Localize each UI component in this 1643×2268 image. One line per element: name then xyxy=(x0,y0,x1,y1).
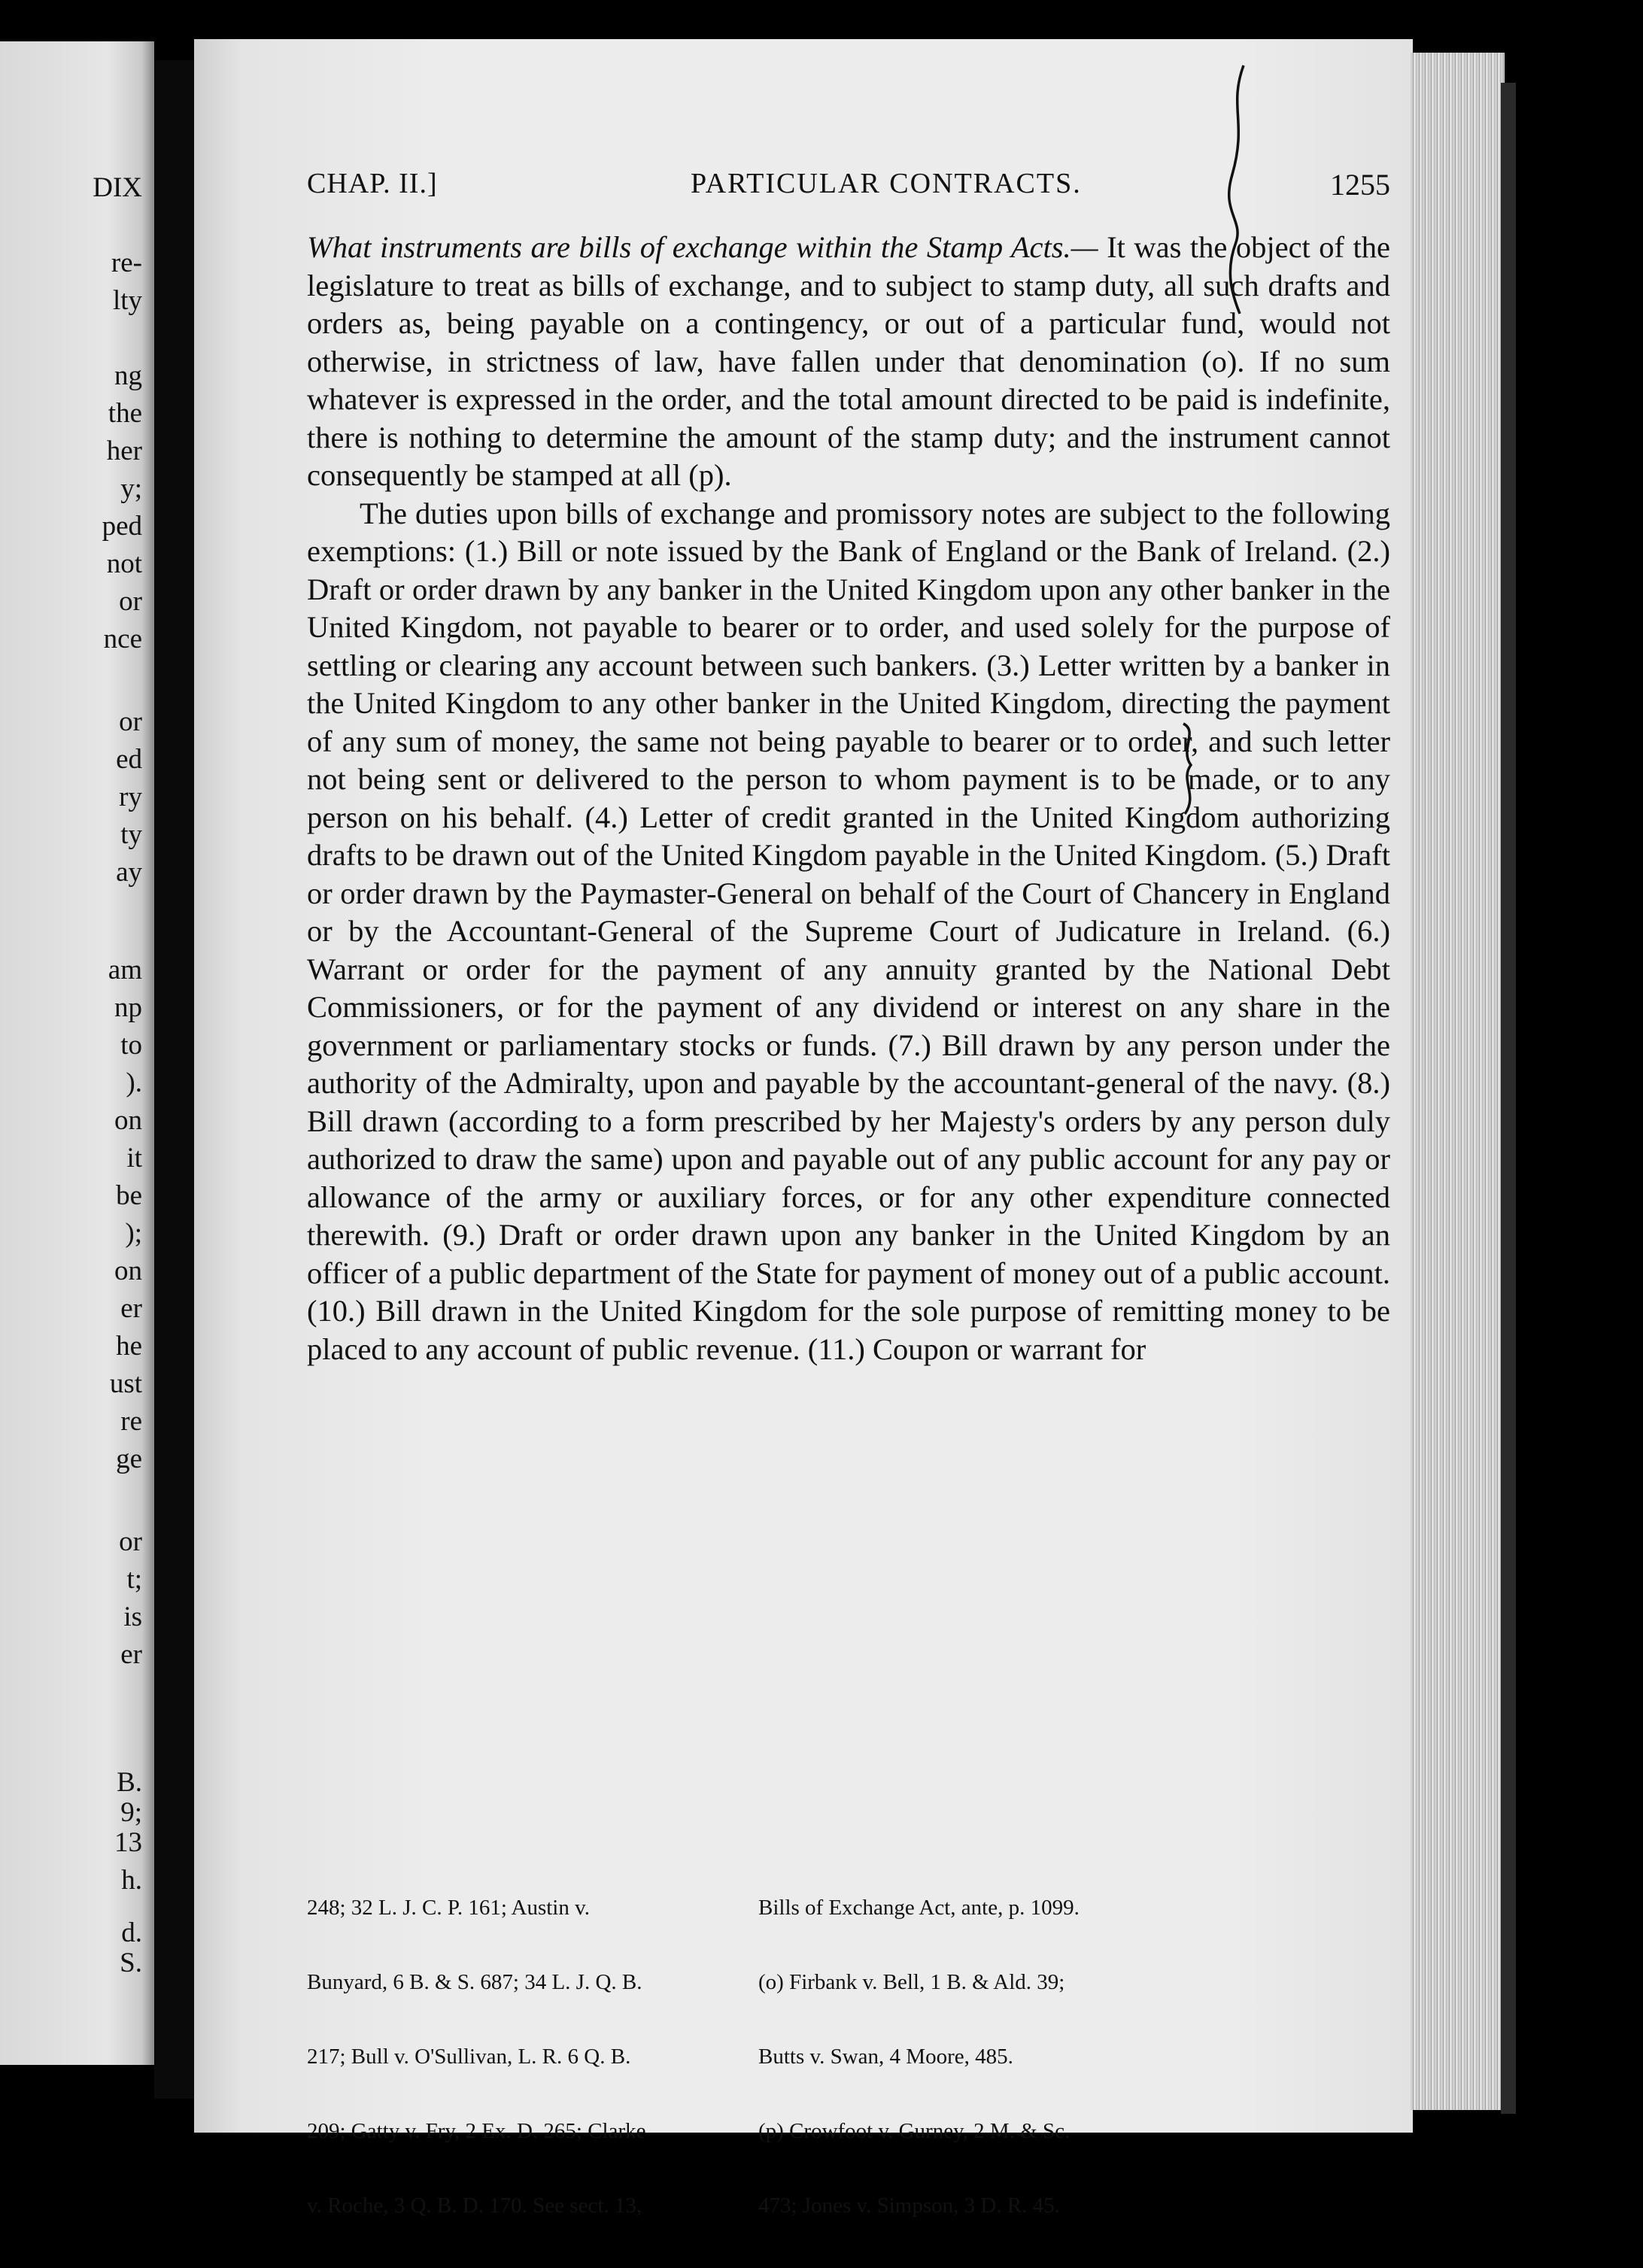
facing-page-fragment: or xyxy=(119,706,142,737)
footnote-line: v. Roche, 3 Q. B. D. 170. See sect. 13, xyxy=(307,2194,642,2218)
facing-page-fragment: on xyxy=(114,1105,142,1136)
pencil-brace-mark xyxy=(1176,720,1206,818)
footnote-line: 248; 32 L. J. C. P. 161; Austin v. xyxy=(307,1896,590,1920)
facing-page-fragment: re xyxy=(120,1406,142,1437)
footnote-line: Bunyard, 6 B. & S. 687; 34 L. J. Q. B. xyxy=(307,1970,642,1994)
facing-page-fragment: lty xyxy=(112,285,142,316)
facing-page-fragment: ge xyxy=(116,1444,142,1474)
footnote-line: (o) Firbank v. Bell, 1 B. & Ald. 39; xyxy=(758,1970,1065,1994)
page-edges xyxy=(1411,53,1505,2110)
page-edges-shadow xyxy=(1501,83,1516,2114)
facing-page-fragment: d. xyxy=(121,1917,142,1948)
facing-page-fragment: ry xyxy=(119,782,142,812)
main-text xyxy=(307,229,1390,1368)
facing-page-fragment: ust xyxy=(109,1368,142,1399)
chapter-heading: CHAP. II.] xyxy=(307,168,438,199)
facing-page-fragment: 9; xyxy=(120,1797,142,1828)
facing-page-fragment: not xyxy=(106,548,142,579)
facing-page-fragment: ng xyxy=(114,360,142,391)
paragraph-lead-heading: What instruments are bills of exchange within the Stamp Acts.— xyxy=(307,230,1098,264)
pencil-bracket-mark xyxy=(1213,62,1259,317)
facing-page-fragment: DIX xyxy=(93,172,142,203)
facing-page xyxy=(0,41,154,2065)
facing-page-fragment: S. xyxy=(120,1948,142,1978)
facing-page-fragment: it xyxy=(126,1143,142,1173)
facing-page-fragment: ); xyxy=(125,1218,142,1249)
facing-page-fragment: er xyxy=(120,1639,142,1670)
footnote-line: (p) Crowfoot v. Gurney, 2 M. & Sc. xyxy=(758,2119,1071,2143)
paragraph-text: It was the object of the legislature to treat as bills of exchange, and to subject to stamp duty, all such drafts and orders as, being payable on a contingency, or out of a particular fund, would not otherwise, in strictness of law, have fallen under that denomination (o). If no sum whatever is expressed in the order, and the total amount directed to be paid is indefinite, there is nothing to determine the amount of the stamp duty; and the instrument cannot consequently be stamped at all (p). xyxy=(307,230,1391,492)
footnotes-right-column xyxy=(758,1846,1180,2268)
footnote-line: 473; Jones v. Simpson, 3 D. R. 45. xyxy=(758,2194,1060,2218)
facing-page-fragment: on xyxy=(114,1255,142,1286)
facing-page-fragment: am xyxy=(108,955,142,985)
facing-page-fragment: he xyxy=(116,1331,142,1362)
page-number: 1255 xyxy=(1330,168,1390,202)
running-title: PARTICULAR CONTRACTS. xyxy=(691,168,1082,199)
footnote-line: 217; Bull v. O'Sullivan, L. R. 6 Q. B. xyxy=(307,2045,631,2069)
facing-page-fragment: y; xyxy=(120,473,142,504)
facing-page-fragment: 13 xyxy=(114,1827,142,1858)
facing-page-fragment: ped xyxy=(102,511,142,542)
facing-page-fragment: is xyxy=(123,1602,142,1632)
facing-page-fragment: nce xyxy=(103,624,142,654)
book-page xyxy=(194,39,1413,2218)
facing-page-fragment: h. xyxy=(121,1865,142,1896)
footnotes-left-column xyxy=(307,1846,728,2268)
book-gutter xyxy=(154,60,199,2099)
facing-page-fragment: be xyxy=(116,1180,142,1211)
facing-page-fragment: ty xyxy=(120,819,142,850)
facing-page-fragment: the xyxy=(108,398,142,429)
facing-page-fragment: B. xyxy=(117,1767,142,1798)
facing-page-fragment: ed xyxy=(116,744,142,775)
facing-page-fragment: er xyxy=(120,1293,142,1324)
footnote-line: 209; Gatty v. Fry, 2 Ex. D. 265; Clarke xyxy=(307,2119,646,2143)
facing-page-fragment: or xyxy=(119,586,142,617)
paragraph-exemptions: The duties upon bills of exchange and promissory notes are subject to the following exemptions: (1.) Bill or note issued by the Bank of England or the Bank of Ireland. (2.) Draft or order drawn by any banker in the United Kingdom upon any other banker in the United Kingdom, not payable to bearer or to order, and used solely for the purpose of settling or clearing any account between such bankers. (3.) Letter written by a banker in the United Kingdom to any other banker in the United Kingdom, directing the payment of any sum of money, the same not being payable to bearer or to order, and such letter not being sent or delivered to the person to whom payment is to be made, or to any person on his behalf. (4.) Letter of credit granted in the United Kingdom authorizing drafts to be drawn out of the United Kingdom payable in the United Kingdom. (5.) Draft or order drawn by the Paymaster-General on behalf of the Court of Chancery in England or by the Accountant-General of the Supreme Court of Judicature in Ireland. (6.) Warrant or order for the payment of any annuity granted by the National Debt Commissioners, or for the payment of any dividend or interest on any share in the government or parliamentary stocks or funds. (7.) Bill drawn by any person under the authority of the Admiralty, upon and payable by the accountant-general of the navy. (8.) Bill drawn (according to a form prescribed by her Majesty's orders by any person duly authorized to draw the same) upon and payable out of any public account for any pay or allowance of the army or auxiliary forces, or for any other expenditure connected therewith. (9.) Draft or order drawn upon any banker in the United Kingdom by an officer of a public department of the State for payment of money out of a public account. (10.) Bill drawn in the United Kingdom for the sole purpose of remitting money to be placed to any account of public revenue. (11.) Coupon or warrant for xyxy=(307,496,1390,1366)
facing-page-fragment: ). xyxy=(126,1067,142,1098)
facing-page-fragment: re- xyxy=(111,247,142,278)
facing-page-fragment: ay xyxy=(116,857,142,888)
facing-page-fragment: to xyxy=(120,1030,142,1061)
footnote-line: Butts v. Swan, 4 Moore, 485. xyxy=(758,2045,1013,2069)
facing-page-fragment: or xyxy=(119,1526,142,1557)
facing-page-fragment: her xyxy=(106,436,142,466)
facing-page-fragment: t; xyxy=(126,1564,142,1595)
facing-page-fragment: np xyxy=(114,992,142,1023)
footnote-line: Bills of Exchange Act, ante, p. 1099. xyxy=(758,1896,1080,1920)
